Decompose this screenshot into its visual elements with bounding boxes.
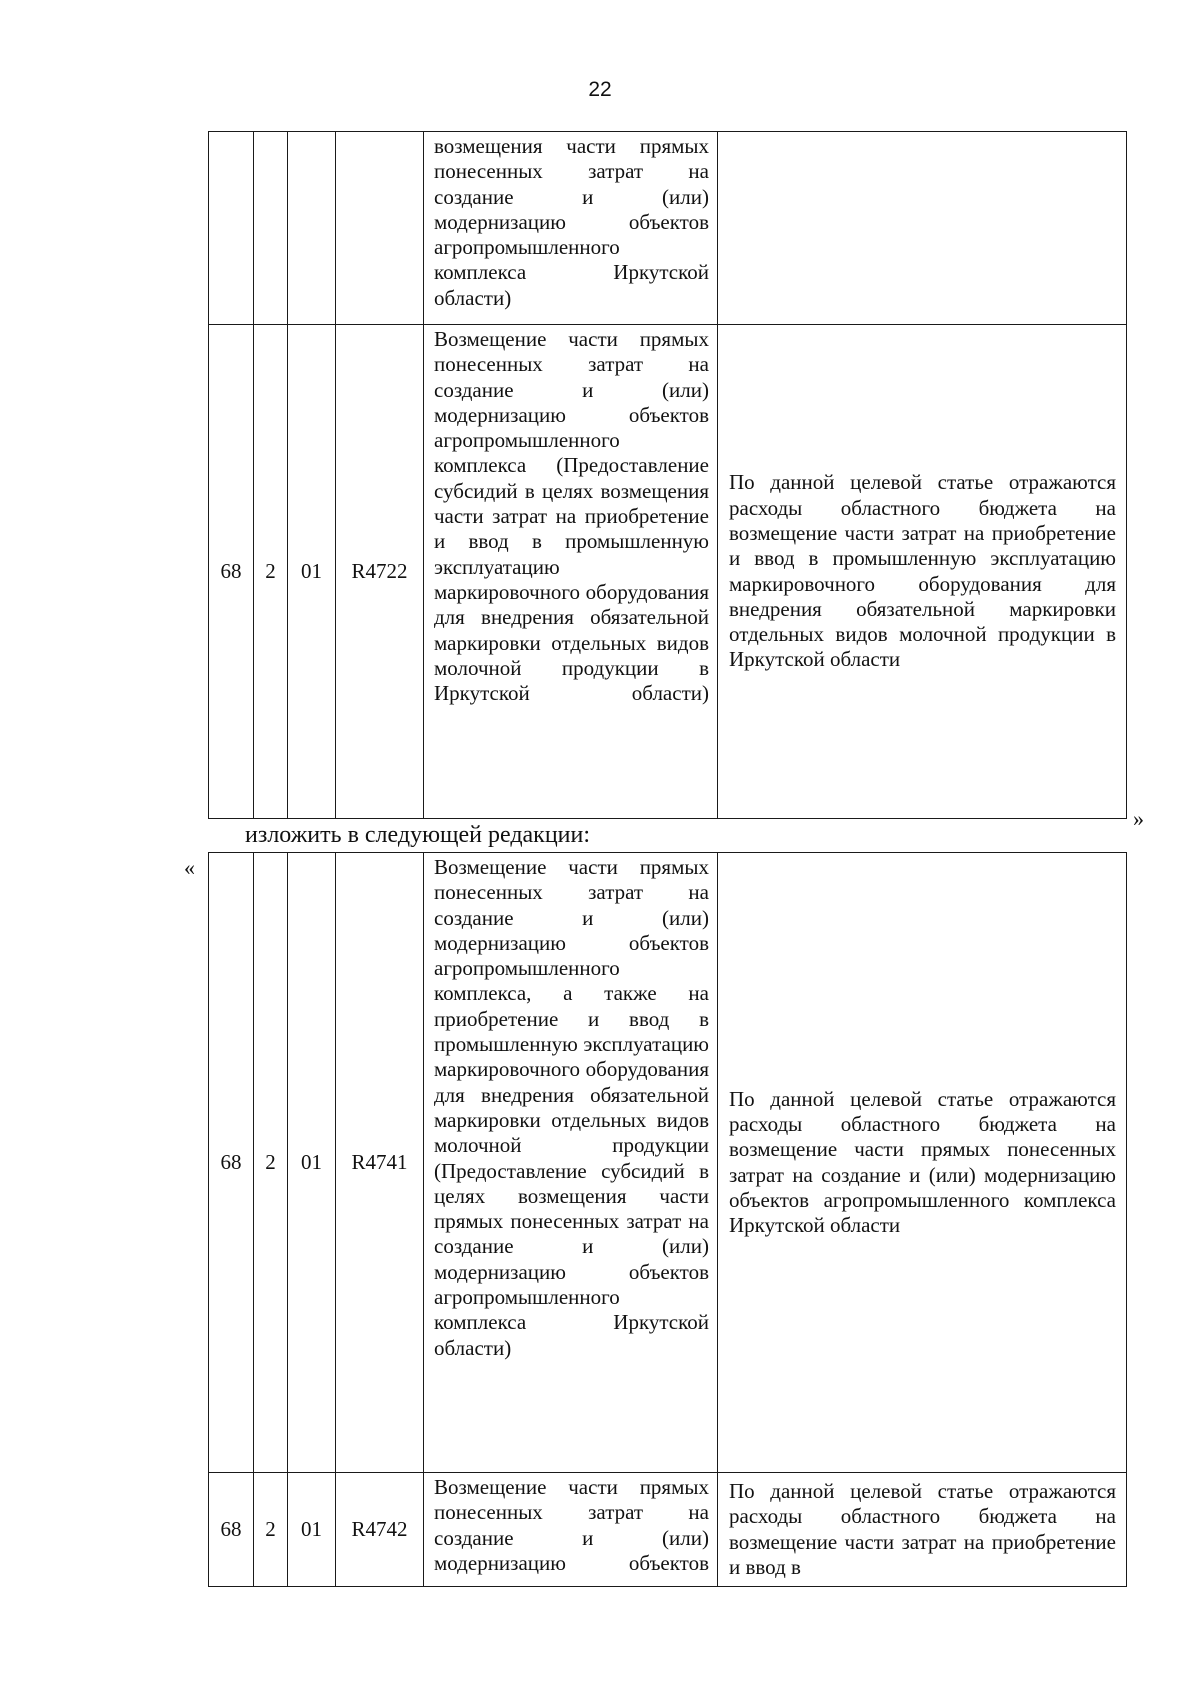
code-cell: 68 (209, 325, 254, 819)
item-name-cell: возмещения части прямых понесенных затрат на создание и (или) модернизацию объектов агропромышленного комплекса Иркутской области) (424, 132, 718, 325)
table-row (209, 853, 1127, 1473)
item-name-cell: Возмещение части прямых понесенных затрат на создание и (или) модернизацию объектов агропромышленного комплекса (Предоставление субсидий в целях возмещения части затрат на приобретение и ввод в промышленную эксплуатацию маркировочного оборудования для внедрения обязательной маркировки отдельных видов молочной продукции в Иркутской области) (424, 325, 718, 819)
item-name-cell: Возмещение части прямых понесенных затрат на создание и (или) модернизацию объектов агропромышленного комплекса, а также на приобретение и ввод в промышленную эксплуатацию маркировочного оборудования для внедрения обязательной маркировки отдельных видов молочной продукции (Предоставление субсидий в целях возмещения части прямых понесенных затрат на создание и (или) модернизацию объектов агропромышленного комплекса Иркутской области) (424, 853, 718, 1473)
budget-table-before (208, 131, 1127, 819)
closing-quote: » (1133, 806, 1144, 831)
code-cell: 01 (288, 1473, 336, 1587)
code-cell (209, 132, 254, 325)
budget-table-after (208, 852, 1127, 1587)
item-description-cell: По данной целевой статье отражаются расходы областного бюджета на возмещение части затрат на приобретение и ввод в (718, 1473, 1127, 1587)
code-cell: 68 (209, 853, 254, 1473)
code-cell (288, 132, 336, 325)
item-description-cell (718, 132, 1127, 325)
code-cell: 68 (209, 1473, 254, 1587)
amendment-heading: изложить в следующей редакции: (245, 822, 591, 848)
code-cell (254, 132, 288, 325)
code-cell: 2 (254, 1473, 288, 1587)
opening-quote: « (184, 855, 195, 880)
target-code-cell: R4722 (336, 325, 424, 819)
code-cell: 01 (288, 325, 336, 819)
table-row (209, 1473, 1127, 1587)
table-row (209, 132, 1127, 325)
table-row (209, 325, 1127, 819)
code-cell: 2 (254, 325, 288, 819)
target-code-cell: R4742 (336, 1473, 424, 1587)
target-code-cell: R4741 (336, 853, 424, 1473)
page-number: 22 (588, 78, 612, 101)
code-cell: 01 (288, 853, 336, 1473)
target-code-cell (336, 132, 424, 325)
item-name-cell: Возмещение части прямых понесенных затрат на создание и (или) модернизацию объектов (424, 1473, 718, 1587)
item-description-cell: По данной целевой статье отражаются расходы областного бюджета на возмещение части затрат на приобретение и ввод в промышленную эксплуатацию маркировочного оборудования для внедрения обязательной маркировки отдельных видов молочной продукции в Иркутской области (718, 325, 1127, 819)
code-cell: 2 (254, 853, 288, 1473)
item-description-cell: По данной целевой статье отражаются расходы областного бюджета на возмещение части прямых понесенных затрат на создание и (или) модернизацию объектов агропромышленного комплекса Иркутской области (718, 853, 1127, 1473)
